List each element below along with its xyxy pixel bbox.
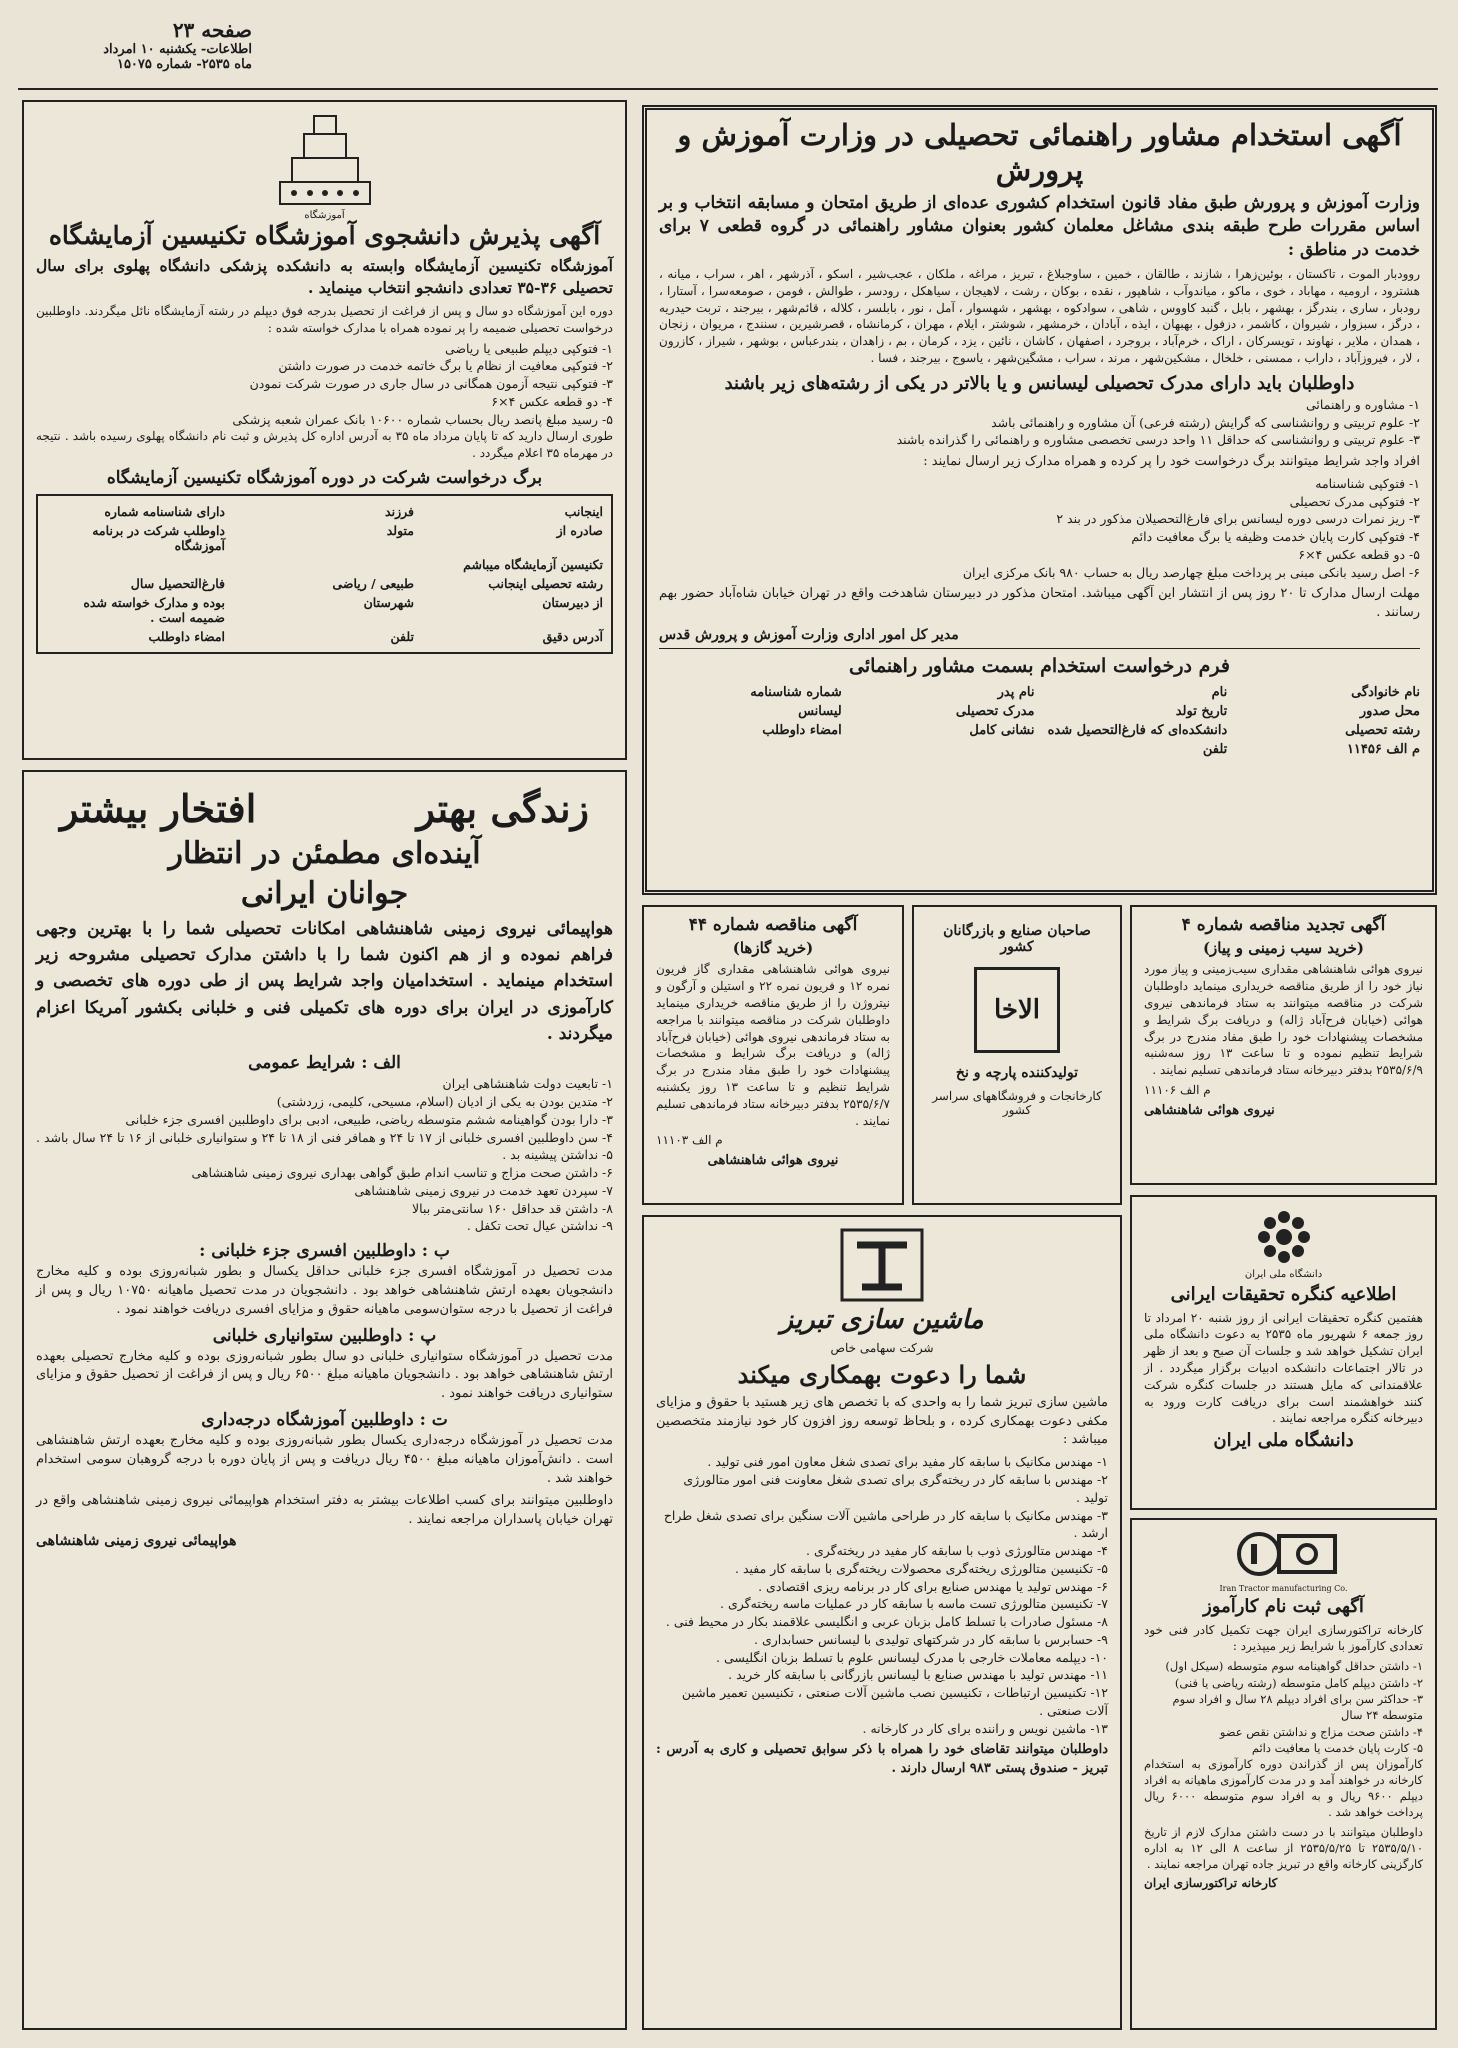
list-item: ۱- فتوکپی شناسنامه [1315, 475, 1420, 491]
airforce-closing: داوطلبین میتوانند برای کسب اطلاعات بیشتر به دفتر استخدام هواپیمائی نیروی زمینی شاهنشاهی واقع در تهران خیابان پاسداران مراجعه نمایند . [36, 1492, 613, 1527]
list-item: ۶- داشتن صحت مزاج و تناسب اندام طبق گواهی بهداری نیروی زمینی شاهنشاهی [191, 1165, 613, 1181]
list-item: ۳- ریز نمرات درسی دوره لیسانس برای فارغ‌التحصیلان مذکور در بند ۲ [1056, 511, 1420, 527]
form-field: صادره از [556, 522, 603, 538]
list-item: ۲- علوم تربیتی و روانشناسی که گرایش (رشته فرعی) آن مشاوره و راهنمائی باشد [991, 414, 1420, 430]
list-item: ۷- تکنیسین متالورژی تست ماسه با سابقه کار در عملیات ماسه ریخته‌گری . [720, 1596, 1108, 1612]
congress-signature: دانشگاه ملی ایران [1213, 1430, 1354, 1452]
ad-tender-44 [642, 905, 904, 1205]
lab-form [36, 494, 613, 654]
tender4-signature: نیروی هوائی شاهنشاهی [1144, 1102, 1275, 1118]
form-field: متولد [386, 522, 414, 538]
list-item: ۴- فتوکپی کارت پایان خدمت وظیفه یا برگ معافیت دائم [1131, 529, 1420, 545]
airforce-sec-p: پ : داوطلبین ستوانیاری خلبانی [212, 1325, 437, 1346]
masthead-line1: اطلاعات- یکشنبه ۱۰ امرداد [103, 42, 252, 57]
list-item: ۱- فتوکپی دیپلم طبیعی یا ریاضی [444, 340, 613, 356]
list-item: ۱۱- مهندس تولید با مهندس صنایع با لیسانس بازرگانی با سابقه کار خرید . [728, 1667, 1108, 1683]
lab-logo-label: آموزشگاه [304, 210, 345, 221]
tractor-logo-icon [1229, 1528, 1339, 1584]
ad-tractor [1130, 1518, 1437, 2030]
ad-tender-4 [1130, 905, 1437, 1185]
list-item: ۵- کارت پایان خدمت یا معافیت دائم [1251, 1740, 1423, 1755]
list-item: ۱- مشاوره و راهنمائی [1306, 396, 1420, 412]
airforce-items-a [36, 1075, 613, 1235]
airforce-sub2: جوانان ایرانی [240, 875, 409, 911]
list-item: ۶- مهندس تولید یا مهندس صنایع برای کار در برنامه ریزی اقتصادی . [758, 1578, 1108, 1594]
list-item: ۸- داشتن قد حداقل ۱۶۰ سانتی‌متر ببالا [412, 1200, 613, 1216]
form-field: داوطلب شرکت در برنامه آموزشگاه [92, 522, 225, 553]
list-item: ۶- اصل رسید بانکی مبنی بر پرداخت مبلغ چهارصد ریال به حساب ۹۸۰ بانک مرکزی ایران [962, 564, 1420, 580]
airforce-intro: هواپیمائی نیروی زمینی شاهنشاهی امکانات تحصیلی شما را با بهترین وجهی فراهم نموده و از هم اکنون شما را با داشتن مدارک تحصیلی مشروحه زیر استخدام مینماید . استخدامیان واجد شرایط پس از طی دوره های تخصصی و کارآموزی در ایران برای دوره های تکمیلی فنی و خلبانی بکشور آمریکا اعزام میگردند . [36, 918, 613, 1044]
form-field: رشته تحصیلی اینجانب [488, 575, 603, 591]
tender4-ref: م الف ۱۱۱۰۶ [1144, 1082, 1211, 1097]
form-field: فارغ‌التحصیل سال [130, 575, 225, 591]
tender4-sub: (خرید سیب زمینی و پیاز) [1202, 939, 1365, 958]
form-field: شماره شناسنامه [750, 685, 842, 701]
form-field: شهرستان [363, 594, 414, 610]
lab-note: طوری ارسال دارید که تا پایان مرداد ماه ۳۵ به آدرس اداره کل پذیرش و ثبت نام دانشگاه پهلوی رسیده باشد . نتیجه در مهرماه ۳۵ اعلام میگردد . [36, 429, 614, 461]
list-item: ۲- متدین بودن به یکی از ادیان (اسلام، مسیحی، کلیمی، زردشتی) [276, 1094, 613, 1110]
list-item: ۱۲- تکنیسین ارتباطات ، تکنیسین نصب ماشین آلات صنعتی ، تکنیسین تعمیر ماشین آلات صنعتی . [681, 1685, 1108, 1718]
tender44-ref: م الف ۱۱۱۰۳ [656, 1133, 723, 1148]
list-item: ۵- نداشتن پیشینه بد . [502, 1147, 613, 1163]
form-field: تلفن [1202, 742, 1228, 758]
ad-lab-technician [22, 100, 627, 760]
tractor-items [1144, 1658, 1423, 1756]
form-field: تلفن [390, 628, 414, 644]
divider [659, 648, 1420, 649]
form-field: م الف ۱۱۴۵۶ [1346, 742, 1420, 758]
ad-congress [1130, 1195, 1437, 1510]
congress-logo-label: دانشگاه ملی ایران [1244, 1269, 1323, 1280]
ministry-degrees [659, 396, 1420, 449]
list-item: ۴- مهندس متالورژی ذوب با سابقه کار مفید در ریخته‌گری . [806, 1543, 1108, 1559]
form-field: آدرس دقیق [542, 628, 603, 644]
tabriz-items [656, 1453, 1108, 1737]
form-field: امضاء داوطلب [762, 723, 842, 739]
tabriz-logo-icon [837, 1225, 927, 1305]
form-field: اینجانب [564, 503, 603, 519]
list-item: ۳- حداکثر سن برای افراد دیپلم ۲۸ سال و افراد سوم متوسطه ۲۴ سال [1172, 1691, 1423, 1723]
form-field: امضاء داوطلب [148, 628, 225, 644]
airforce-sub1: آینده‌ای مطمئن در انتظار [168, 835, 481, 871]
tractor-closing: داوطلبان میتوانند با در دست داشتن مدارک لازم از تاریخ ۲۵۳۵/۵/۱۰ تا ۲۵۳۵/۵/۲۵ از ساعت ۸ الی ۱۲ به اداره کارگزینی کارخانه واقع در تبریز جاده تهران مراجعه نمایند . [1144, 1824, 1424, 1871]
masthead-line2: ماه ۲۵۳۵- شماره ۱۵۰۷۵ [116, 57, 252, 72]
form-field: دارای شناسنامه شماره [104, 503, 225, 519]
ad-ministry-counselor [642, 105, 1437, 895]
list-item: ۷- سپردن تعهد خدمت در نیروی زمینی شاهنشاهی [354, 1182, 613, 1198]
ministry-signature: مدیر کل امور اداری وزارت آموزش و پرورش قدس [659, 627, 959, 644]
list-item: ۲- فتوکپی معافیت از نظام یا برگ خاتمه خدمت در صورت داشتن [278, 358, 613, 374]
university-flower-logo-icon [1252, 1205, 1316, 1269]
form-field: طبیعی / ریاضی [332, 575, 414, 591]
airforce-headline [36, 780, 613, 836]
list-item: ۴- سن داوطلبین افسری خلبانی از ۱۷ تا ۲۴ و همافر فنی از ۱۸ تا ۲۴ و ستوانیاری خلبانی از ۱۶ تا ۲۴ سال باشد . [36, 1129, 613, 1145]
masthead [22, 18, 252, 72]
lab-body: دوره این آموزشگاه دو سال و پس از فراغت از تحصیل بدرجه فوق دیپلم در رشته آزمایشگاه نائل میگردند. داوطلبین درخواست تحصیلی ضمیمه را پر نموده همراه با مدارک خواسته شده : [36, 303, 613, 335]
list-item: ۹- نداشتن عیال تحت تکفل . [466, 1218, 613, 1234]
list-item: ۵- تکنیسین متالورژی ریخته‌گری محصولات ریخته‌گری با سابقه کار مفید . [735, 1560, 1108, 1576]
list-item: ۱- داشتن حداقل گواهینامه سوم متوسطه (سیکل اول) [1165, 1659, 1423, 1674]
airforce-text-b: مدت تحصیل در آموزشگاه افسری جزء خلبانی حداقل یکسال و بطور شبانه‌روزی بوده و کلیه مخارج دانشجویان بعهده ارتش شاهنشاهی خواهد بود . دانشجویان در مدت تحصیل ماهیانه ۱۰۷۵۰ ریال و پس از فراغت از تحصیل با درجه ستوان‌سومی ماهیانه حقوق و مزایای افسری دریافت خواهند نمود . [36, 1264, 613, 1317]
industry-t1: صاحبان صنایع و بازرگانان کشور [943, 923, 1091, 955]
list-item: ۳- مهندس مکانیک با سابقه کار در طراحی ماشین آلات سنگین برای تصدی شغل طراح ارشد . [663, 1507, 1108, 1541]
form-field: لیسانس [798, 704, 842, 720]
form-field: نام پدر [997, 685, 1035, 701]
industry-t2: تولیدکننده پارچه و نخ [955, 1065, 1079, 1081]
ministry-intro: وزارت آموزش و پرورش طبق مفاد قانون استخدام کشوری عده‌ای از طریق امتحان و مسابقه انتخاب و بر اساس مقررات طرح طبقه بندی مشاغل معلمان کشور بعنوان مشاور راهنمائی در گروه قطعی ۷ برای خدمت در مناطق : [659, 192, 1420, 261]
lab-title: آگهی پذیرش دانشجوی آموزشگاه تکنیسین آزمایشگاه [48, 221, 601, 250]
tractor-intro: کارخانه تراکتورسازی ایران جهت تکمیل کادر فنی خود تعدادی کارآموز با شرایط زیر میپذیرد : [1144, 1622, 1423, 1654]
masthead-rule [18, 88, 1438, 90]
ministry-degree-title: داوطلبان باید دارای مدرک تحصیلی لیسانس و یا بالاتر در یکی از رشته‌های زیر باشند [724, 372, 1355, 394]
industry-logo-icon [974, 967, 1060, 1053]
airforce-text-p: مدت تحصیل در آموزشگاه ستوانیاری خلبانی دو سال بطور شبانه‌روزی بوده و کلیه مخارج تحصیلی بعهده ارتش شاهنشاهی خواهد بود . دانشجویان ماهیانه مبلغ ۶۵۰۰ ریال و پس از فراغت از تحصیل حقوق و مزایای ستوانیاری دریافت خواهند نمود . [36, 1348, 614, 1402]
form-field: از دبیرستان [542, 594, 603, 610]
list-item: ۱۰- دیپلمه معاملات خارجی با مدرک لیسانس علوم با تسلط بزبان انگلیسی . [716, 1649, 1108, 1665]
tender44-body: نیروی هوائی شاهنشاهی مقداری گاز فریون نمره ۱۲ و فریون نمره ۲۲ و استیلن و آرگون و نیتروژن را از طریق مناقصه خریداری مینماید داوطلبان شرکت در مناقصه میتوانند با مراجعه به ستاد فرماندهی نیروی هوائی (خیابان فرح‌آباد ژاله) و دریافت برگ شرایط و مشخصات پیشنهادات خود را طبق مفاد مندرج در برگ شرایط تنظیم و تا ساعت ۱۳ روز یکشنبه ۲۵۳۵/۶/۷ بدفتر دبیرخانه ستاد فرماندهی تسلیم نمایند . [656, 962, 890, 1128]
list-item: ۲- داشتن دیپلم کامل متوسطه (رشته ریاضی یا فنی) [1174, 1675, 1423, 1690]
ministry-docs [659, 475, 1420, 582]
lab-items [36, 340, 613, 429]
airforce-head-left: افتخار بیشتر [60, 786, 257, 831]
list-item: ۱- تابعیت دولت شاهنشاهی ایران [442, 1076, 613, 1092]
congress-title: اطلاعیه کنگره تحقیقات ایرانی [1170, 1284, 1397, 1305]
form-field: دانشکده‌ای که فارغ‌التحصیل شده [1047, 723, 1228, 739]
tractor-logo-sub: Iran Tractor manufacturing Co. [1219, 1584, 1348, 1593]
tractor-signature: کارخانه تراکتورسازی ایران [1144, 1875, 1278, 1890]
list-item: ۵- رسید مبلغ پانصد ریال بحساب شماره ۱۰۶۰۰ بانک عمران شعبه پزشکی [232, 411, 613, 427]
tractor-body: کارآموزان پس از گذراندن دوره کارآموزی به استخدام کارخانه در خواهند آمد و در مدت کارآموزی ماهیانه به افراد دیپلم ۹۶۰۰ ریال و به افراد سوم متوسطه ۶۰۰۰ ریال پرداخت خواهد شد . [1144, 1757, 1423, 1820]
tabriz-closing: داوطلبان میتوانند تقاضای خود را همراه با ذکر سوابق تحصیلی و کاری به آدرس : تبریز - صندوق پستی ۹۸۳ ارسال دارند . [656, 1742, 1108, 1777]
ad-airforce-recruitment [22, 770, 627, 2030]
tractor-title: آگهی ثبت نام کارآموز [1203, 1596, 1364, 1617]
list-item: ۵- دو قطعه عکس ۴×۶ [1298, 546, 1420, 562]
ministry-title: آگهی استخدام مشاور راهنمائی تحصیلی در وزارت آموزش و پرورش [677, 118, 1402, 187]
list-item: ۸- مسئول صادرات با تسلط کامل بزبان عربی و انگلیسی علاقمند بکار در محیط فنی . [665, 1614, 1108, 1630]
industry-t3: کارخانجات و فروشگاههای سراسر کشور [932, 1089, 1102, 1117]
list-item: ۱۳- ماشین نویس و راننده برای کار در کارخانه . [862, 1720, 1108, 1736]
university-logo-icon [270, 110, 380, 210]
ministry-regions: روودبار الموت ، تاکستان ، بوئین‌زهرا ، شازند ، طالقان ، خمین ، ساوجبلاغ ، تبریز ، مراغه ، ملکان ، عجب‌شیر ، اسکو ، آذرشهر ، اهر ، سراب ، میانه ، هشترود ، ارومیه ، مهاباد ، خوی ، ماکو ، میاندوآب ، شاهپور ، نقده ، بوکان ، رشت ، لاهیجان ، سیاهکل ، رودسر ، طوالش ، فومن ، صومعه‌سرا ، آستارا ، رودبار ، ساری ، بندرگز ، بهشهر ، بابل ، گنبد کاووس ، شاهی ، سوادکوه ، بهشهر ، شهسوار ، آمل ، نور ، بابلسر ، کلاله ، قائم‌شهر ، بیرجند ، تربت حیدریه ، درگز ، سبزوار ، شیروان ، کاشمر ، دزفول ، بهبهان ، ایذه ، آبادان ، خرمشهر ، شوشتر ، ایلام ، مهران ، کرمانشاه ، قصرشیرین ، سنندج ، مریوان ، زنجان ، همدان ، ملایر ، نهاوند ، تویسرکان ، اراک ، خرم‌آباد ، بروجرد ، اصفهان ، کاشان ، نائین ، یزد ، کرمان ، بم ، زاهدان ، بندرعباس ، بوشهر ، شیراز ، کازرون ، لار ، فیروزآباد ، داراب ، ممسنی ، خلخال ، مشکین‌شهر ، مرند ، سراب ، مشگین‌شهر ، یاسوج ، بیرجند ، فسا . [659, 266, 1420, 365]
form-field: فرزند [385, 503, 414, 519]
airforce-sec-b: ب : داوطلبین افسری جزء خلبانی : [199, 1241, 450, 1262]
tender4-body: نیروی هوائی شاهنشاهی مقداری سیب‌زمینی و پیاز مورد نیاز خود را از طریق مناقصه خریداری مینماید داوطلبان شرکت در مناقصه میتوانند به ستاد فرماندهی نیروی هوائی (خیابان فرح‌آباد ژاله) و دریافت برگ شرایط و مشخصات پیشنهادات خود را طبق مفاد مندرج در برگ شرایط تنظیم نموده و تا ساعت ۱۳ روز سه‌شنبه ۲۵۳۵/۶/۹ بدفتر دبیرخانه ستاد فرماندهی تسلیم نمایند . [1144, 962, 1424, 1078]
industry-logo-text: الاخا [993, 995, 1041, 1025]
tabriz-name: ماشین سازی تبریز [780, 1305, 984, 1335]
list-item: ۲- مهندس با سابقه کار در ریخته‌گری برای تصدی شغل معاونت فنی امور متالورژی تولید . [683, 1472, 1108, 1505]
lab-form-title: برگ درخواست شرکت در دوره آموزشگاه تکنیسین آزمایشگاه [106, 467, 543, 488]
ad-industry [912, 905, 1122, 1205]
form-field: تکنیسین آزمایشگاه میباشم [463, 556, 603, 572]
list-item: ۴- داشتن صحت مزاج و نداشتن نقص عضو [1219, 1724, 1423, 1739]
airforce-head-right: زندگی بهتر [416, 786, 589, 831]
ministry-form-title: فرم درخواست استخدام بسمت مشاور راهنمائی [849, 655, 1230, 678]
tabriz-intro: ماشین سازی تبریز شما را به واحدی که با تخصص های زیر هستید با حقوق و مزایای مکفی دعوت بهمکاری کرده ، و بلحاظ توسعه روز افزون کار خود نیازمند متخصصین میباشد : [656, 1394, 1108, 1448]
tender4-title: آگهی تجدید مناقصه شماره ۴ [1181, 915, 1386, 935]
list-item: ۳- دارا بودن گواهینامه ششم متوسطه ریاضی، طبیعی، ادبی برای داوطلبین افسری جزء خلبانی [125, 1111, 613, 1127]
list-item: ۲- فتوکپی مدرک تحصیلی [1289, 493, 1420, 509]
form-field: نام خانوادگی [1351, 685, 1420, 701]
lab-sub: آموزشگاه تکنیسین آزمایشگاه وابسته به دانشکده پزشکی دانشگاه پهلوی برای سال تحصیلی ۳۶-۳۵ تعدادی دانشجو انتخاب مینماید . [36, 256, 613, 298]
ministry-docs-intro: افراد واجد شرایط میتوانند برگ درخواست خود را پر کرده و همراه مدارک زیر ارسال نمایند : [923, 454, 1420, 470]
list-item: ۳- فتوکپی نتیجه آزمون همگانی در سال جاری در صورت شرکت نمودن [249, 376, 613, 392]
congress-body: هفتمین کنگره تحقیقات ایرانی از روز شنبه ۲۰ امرداد تا روز جمعه ۶ شهریور ماه ۲۵۳۵ به دعوت دانشگاه ملی ایران تشکیل خواهد شد و جلسات آن صبح و بعد از ظهر در تالار اجتماعات دانشکده ادبیات برگزار میگردد . از علاقمندانی که مایل هستند در جلسات کنگره شرکت کنند خواهشمند است برای دریافت کارت ورود به دبیرخانه کنگره مراجعه نمایند . [1144, 1310, 1424, 1426]
form-field: نشانی کامل [969, 723, 1035, 739]
list-item: ۱- مهندس مکانیک با سابقه کار مفید برای تصدی شغل معاون امور فنی تولید . [707, 1454, 1108, 1470]
ministry-closing: مهلت ارسال مدارک تا ۲۰ روز پس از انتشار این آگهی میباشد. امتحان مذکور در دبیرستان شاهدخت واقع در تهران خیابان شاه‌آباد حضور بهم رسانند . [659, 586, 1420, 621]
airforce-text-t: مدت تحصیل در آموزشگاه درجه‌داری یکسال بطور شبانه‌روزی بوده و کلیه مخارج بعهده ارتش شاهنشاهی است . دانش‌آموزان ماهیانه مبلغ ۴۵۰۰ ریال دریافت و پس از پایان دوره با درجه گروهبان سومی استخدام خواهند شد . [36, 1433, 613, 1486]
tender44-title: آگهی مناقصه شماره ۴۴ [688, 915, 858, 935]
form-field: بوده و مدارک خواسته شده ضمیمه است . [83, 594, 225, 625]
page-number: صفحه ۲۳ [172, 18, 252, 42]
form-field: تاریخ تولد [1175, 704, 1228, 720]
list-item: ۹- حسابرس با سابقه کار در شرکتهای تولیدی با لیسانس حسابداری . [754, 1631, 1108, 1647]
tender44-sub: (خرید گازها) [732, 939, 814, 958]
ministry-form [659, 685, 1420, 757]
airforce-sec-a: الف : شرایط عمومی [248, 1053, 401, 1074]
tabriz-company: شرکت سهامی خاص [830, 1341, 934, 1356]
airforce-sec-t: ت : داوطلبین آموزشگاه درجه‌داری [201, 1410, 448, 1431]
ad-tabriz-machinery [642, 1215, 1122, 2030]
form-field: رشته تحصیلی [1345, 723, 1420, 739]
tabriz-headline: شما را دعوت بهمکاری میکند [737, 1359, 1027, 1389]
list-item: ۴- دو قطعه عکس ۴×۶ [491, 393, 613, 409]
form-field: نام [1211, 685, 1228, 701]
form-field: مدرک تحصیلی [955, 704, 1035, 720]
list-item: ۳- علوم تربیتی و روانشناسی که حداقل ۱۱ واحد درسی تخصصی مشاوره و راهنمائی را گذرانده باشند [896, 432, 1420, 448]
airforce-signature: هواپیمائی نیروی زمینی شاهنشاهی [36, 1533, 237, 1550]
form-field: محل صدور [1359, 704, 1420, 720]
tender44-signature: نیروی هوائی شاهنشاهی [707, 1153, 839, 1169]
